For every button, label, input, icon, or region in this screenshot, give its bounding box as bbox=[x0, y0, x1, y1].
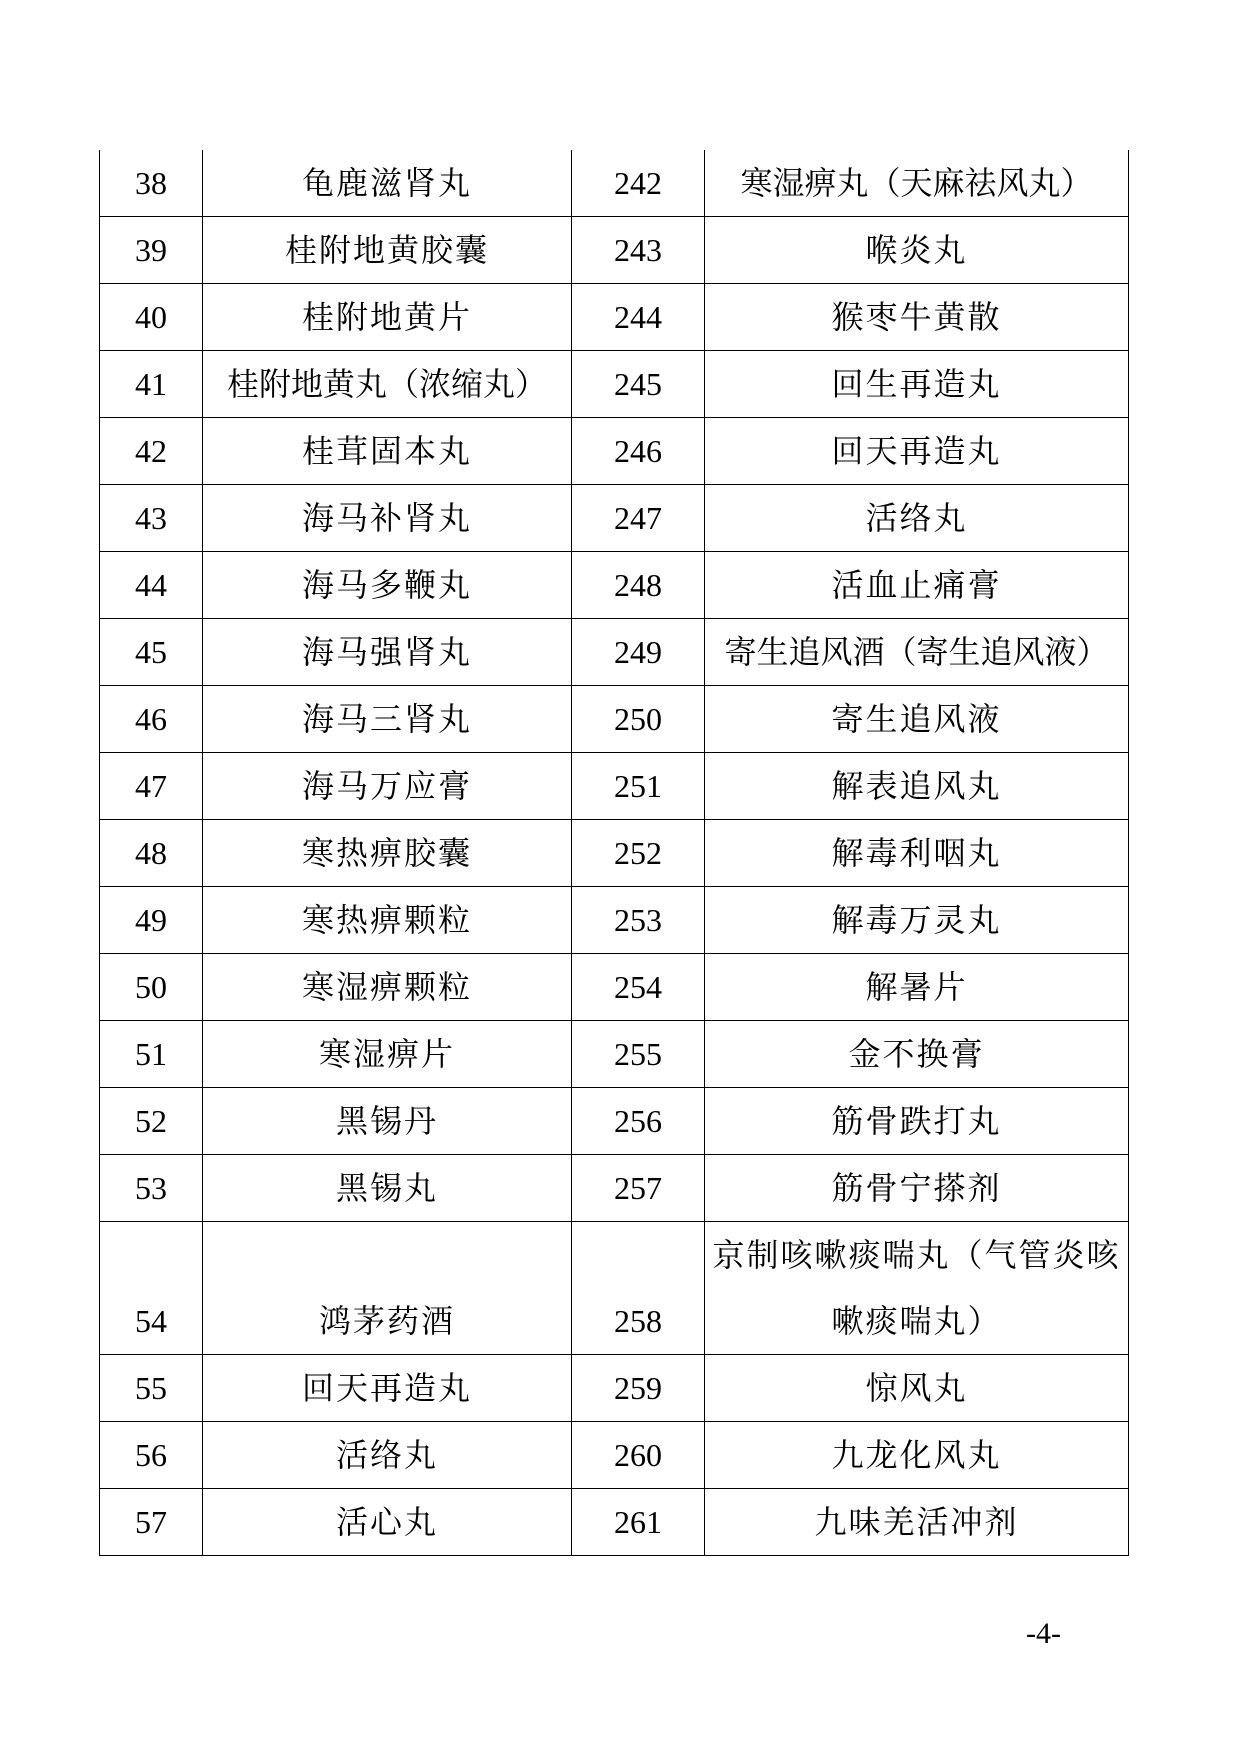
right-name-cell: 筋骨宁搽剂 bbox=[705, 1155, 1129, 1222]
medicine-list-table bbox=[99, 150, 1129, 1556]
left-number-cell: 49 bbox=[100, 887, 203, 954]
table-row bbox=[100, 217, 1129, 284]
left-name-cell: 龟鹿滋肾丸 bbox=[203, 150, 572, 217]
left-name-cell: 鸿茅药酒 bbox=[203, 1222, 572, 1355]
right-name-cell: 活血止痛膏 bbox=[705, 552, 1129, 619]
left-number-cell: 38 bbox=[100, 150, 203, 217]
table-row bbox=[100, 150, 1129, 217]
right-number-cell: 248 bbox=[572, 552, 705, 619]
right-name-cell: 寒湿痹丸（天麻祛风丸） bbox=[705, 150, 1129, 217]
left-name-cell: 桂附地黄丸（浓缩丸） bbox=[203, 351, 572, 418]
right-name-cell: 九味羌活冲剂 bbox=[705, 1489, 1129, 1556]
table-row bbox=[100, 485, 1129, 552]
left-number-cell: 53 bbox=[100, 1155, 203, 1222]
left-number-cell: 46 bbox=[100, 686, 203, 753]
right-number-cell: 257 bbox=[572, 1155, 705, 1222]
right-number-cell: 245 bbox=[572, 351, 705, 418]
right-number-cell: 261 bbox=[572, 1489, 705, 1556]
left-number-cell: 44 bbox=[100, 552, 203, 619]
table-row bbox=[100, 820, 1129, 887]
table-row bbox=[100, 1021, 1129, 1088]
right-number-cell: 256 bbox=[572, 1088, 705, 1155]
left-name-cell: 海马万应膏 bbox=[203, 753, 572, 820]
right-number-cell: 254 bbox=[572, 954, 705, 1021]
left-name-cell: 海马补肾丸 bbox=[203, 485, 572, 552]
left-name-cell: 回天再造丸 bbox=[203, 1355, 572, 1422]
right-name-cell: 解暑片 bbox=[705, 954, 1129, 1021]
left-number-cell: 55 bbox=[100, 1355, 203, 1422]
left-name-cell: 黑锡丹 bbox=[203, 1088, 572, 1155]
right-number-cell: 244 bbox=[572, 284, 705, 351]
left-number-cell: 48 bbox=[100, 820, 203, 887]
left-number-cell: 47 bbox=[100, 753, 203, 820]
table-row bbox=[100, 686, 1129, 753]
right-name-cell: 回生再造丸 bbox=[705, 351, 1129, 418]
left-name-cell: 桂附地黄胶囊 bbox=[203, 217, 572, 284]
right-number-cell: 258 bbox=[572, 1222, 705, 1355]
right-name-cell: 筋骨跌打丸 bbox=[705, 1088, 1129, 1155]
right-number-cell: 255 bbox=[572, 1021, 705, 1088]
table-row bbox=[100, 351, 1129, 418]
right-number-cell: 246 bbox=[572, 418, 705, 485]
right-name-cell: 解表追风丸 bbox=[705, 753, 1129, 820]
left-number-cell: 40 bbox=[100, 284, 203, 351]
right-number-cell: 249 bbox=[572, 619, 705, 686]
left-number-cell: 43 bbox=[100, 485, 203, 552]
right-name-cell: 京制咳嗽痰喘丸（气管炎咳嗽痰喘丸） bbox=[705, 1222, 1129, 1355]
left-name-cell: 活络丸 bbox=[203, 1422, 572, 1489]
left-number-cell: 54 bbox=[100, 1222, 203, 1355]
left-number-cell: 39 bbox=[100, 217, 203, 284]
left-name-cell: 海马强肾丸 bbox=[203, 619, 572, 686]
left-name-cell: 寒热痹胶囊 bbox=[203, 820, 572, 887]
left-name-cell: 海马多鞭丸 bbox=[203, 552, 572, 619]
left-name-cell: 黑锡丸 bbox=[203, 1155, 572, 1222]
left-name-cell: 桂茸固本丸 bbox=[203, 418, 572, 485]
right-name-cell: 金不换膏 bbox=[705, 1021, 1129, 1088]
right-name-cell: 九龙化风丸 bbox=[705, 1422, 1129, 1489]
right-name-cell: 解毒利咽丸 bbox=[705, 820, 1129, 887]
table-row bbox=[100, 1155, 1129, 1222]
left-name-cell: 寒湿痹颗粒 bbox=[203, 954, 572, 1021]
right-name-cell: 喉炎丸 bbox=[705, 217, 1129, 284]
left-name-cell: 寒湿痹片 bbox=[203, 1021, 572, 1088]
right-number-cell: 250 bbox=[572, 686, 705, 753]
table-row bbox=[100, 1489, 1129, 1556]
right-name-cell: 活络丸 bbox=[705, 485, 1129, 552]
left-number-cell: 42 bbox=[100, 418, 203, 485]
right-number-cell: 251 bbox=[572, 753, 705, 820]
table-row bbox=[100, 619, 1129, 686]
table-row bbox=[100, 1222, 1129, 1355]
right-number-cell: 242 bbox=[572, 150, 705, 217]
right-name-cell: 回天再造丸 bbox=[705, 418, 1129, 485]
page-number: -4- bbox=[1026, 1617, 1061, 1650]
left-name-cell: 寒热痹颗粒 bbox=[203, 887, 572, 954]
table-row bbox=[100, 887, 1129, 954]
left-number-cell: 45 bbox=[100, 619, 203, 686]
right-number-cell: 259 bbox=[572, 1355, 705, 1422]
table-row bbox=[100, 1422, 1129, 1489]
left-number-cell: 50 bbox=[100, 954, 203, 1021]
left-name-cell: 桂附地黄片 bbox=[203, 284, 572, 351]
right-name-cell: 猴枣牛黄散 bbox=[705, 284, 1129, 351]
left-number-cell: 52 bbox=[100, 1088, 203, 1155]
table-row bbox=[100, 753, 1129, 820]
right-number-cell: 243 bbox=[572, 217, 705, 284]
right-name-cell: 寄生追风液 bbox=[705, 686, 1129, 753]
table-row bbox=[100, 1355, 1129, 1422]
table-row bbox=[100, 284, 1129, 351]
right-number-cell: 260 bbox=[572, 1422, 705, 1489]
right-number-cell: 253 bbox=[572, 887, 705, 954]
table-row bbox=[100, 1088, 1129, 1155]
left-number-cell: 51 bbox=[100, 1021, 203, 1088]
left-number-cell: 56 bbox=[100, 1422, 203, 1489]
right-number-cell: 252 bbox=[572, 820, 705, 887]
table-row bbox=[100, 418, 1129, 485]
left-number-cell: 57 bbox=[100, 1489, 203, 1556]
right-number-cell: 247 bbox=[572, 485, 705, 552]
left-name-cell: 海马三肾丸 bbox=[203, 686, 572, 753]
right-name-cell: 寄生追风酒（寄生追风液） bbox=[705, 619, 1129, 686]
table-row bbox=[100, 954, 1129, 1021]
right-name-cell: 惊风丸 bbox=[705, 1355, 1129, 1422]
right-name-cell: 解毒万灵丸 bbox=[705, 887, 1129, 954]
table-row bbox=[100, 552, 1129, 619]
left-number-cell: 41 bbox=[100, 351, 203, 418]
left-name-cell: 活心丸 bbox=[203, 1489, 572, 1556]
